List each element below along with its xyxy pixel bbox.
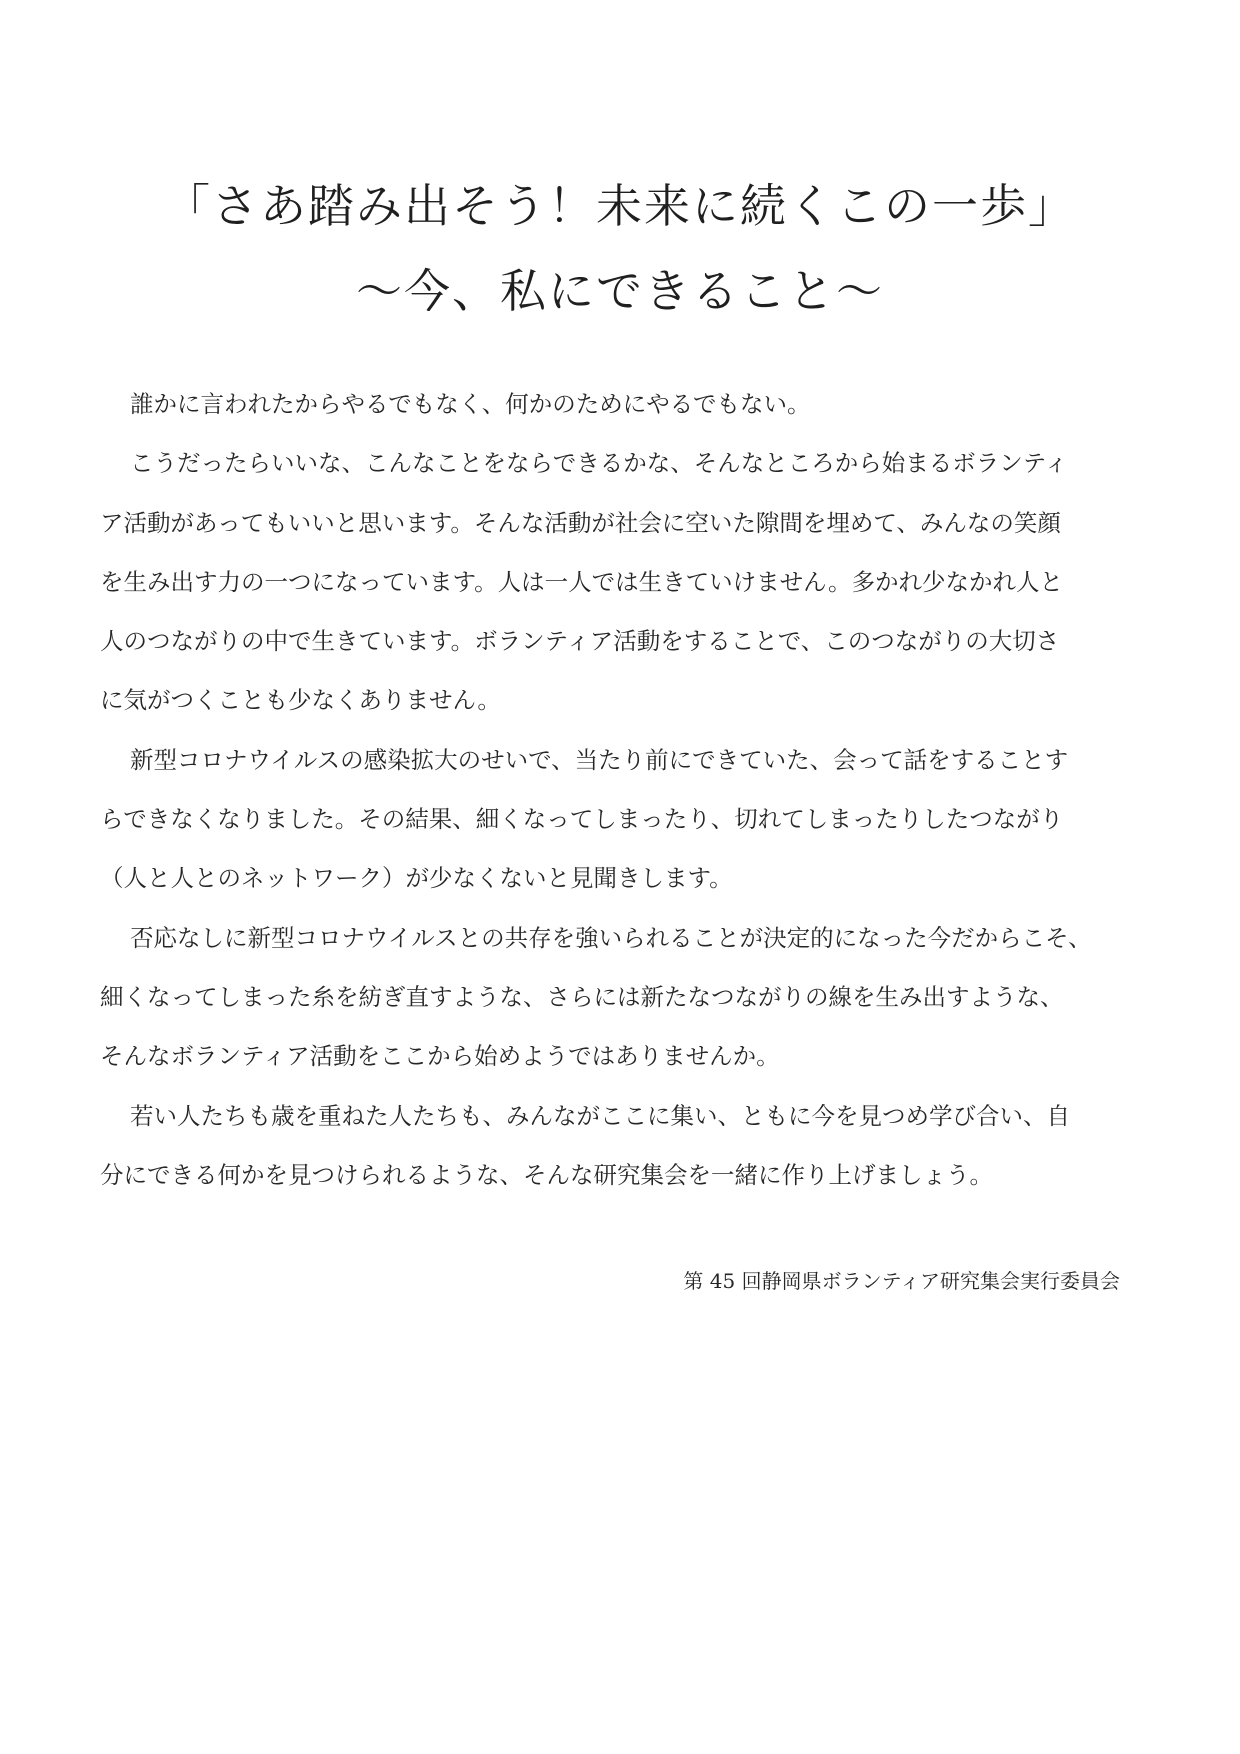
body-line: 否応なしに新型コロナウイルスとの共存を強いられることが決定的になった今だからこそ、 [130, 923, 1092, 952]
body-line: に気がつくことも少なくありません。 [100, 686, 501, 715]
body-line: ア活動があってもいいと思います。そんな活動が社会に空いた隙間を埋めて、みんなの笑顔 [100, 508, 1061, 537]
title-line-2: 〜今、私にできること〜 [356, 264, 884, 318]
signature: 第 45 回静岡県ボランティア研究集会実行委員会 [683, 1269, 1120, 1293]
body-line: 新型コロナウイルスの感染拡大のせいで、当たり前にできていた、会って話をすることす [130, 745, 1069, 774]
body-text [100, 375, 1140, 1205]
body-line: 細くなってしまった糸を紡ぎ直すような、さらには新たなつながりの線を生み出すような、 [100, 982, 1064, 1011]
body-line: こうだったらいいな、こんなことをならできるかな、そんなところから始まるボランティ [130, 449, 1068, 478]
body-line: （人と人とのネットワーク）が少なくないと見聞きします。 [100, 864, 733, 893]
body-line: 若い人たちも歳を重ねた人たちも、みんながここに集い、ともに今を見つめ学び合い、自 [130, 1101, 1070, 1130]
body-line: 分にできる何かを見つけられるような、そんな研究集会を一緒に作り上げましょう。 [100, 1160, 993, 1189]
body-line: 人のつながりの中で生きています。ボランティア活動をすることで、このつながりの大切さ [100, 627, 1060, 656]
title-line-1: 「さあ踏み出そう！未来に続くこの一歩」 [164, 179, 1076, 233]
body-line: 誰かに言われたからやるでもなく、何かのためにやるでもない。 [130, 390, 811, 418]
body-line: らできなくなりました。その結果、細くなってしまったり、切れてしまったりしたつながり [100, 805, 1064, 834]
body-line: を生み出す力の一つになっています。人は一人では生きていけません。多かれ少なかれ人と [100, 567, 1064, 596]
body-line: そんなボランティア活動をここから始めようではありませんか。 [100, 1042, 780, 1071]
